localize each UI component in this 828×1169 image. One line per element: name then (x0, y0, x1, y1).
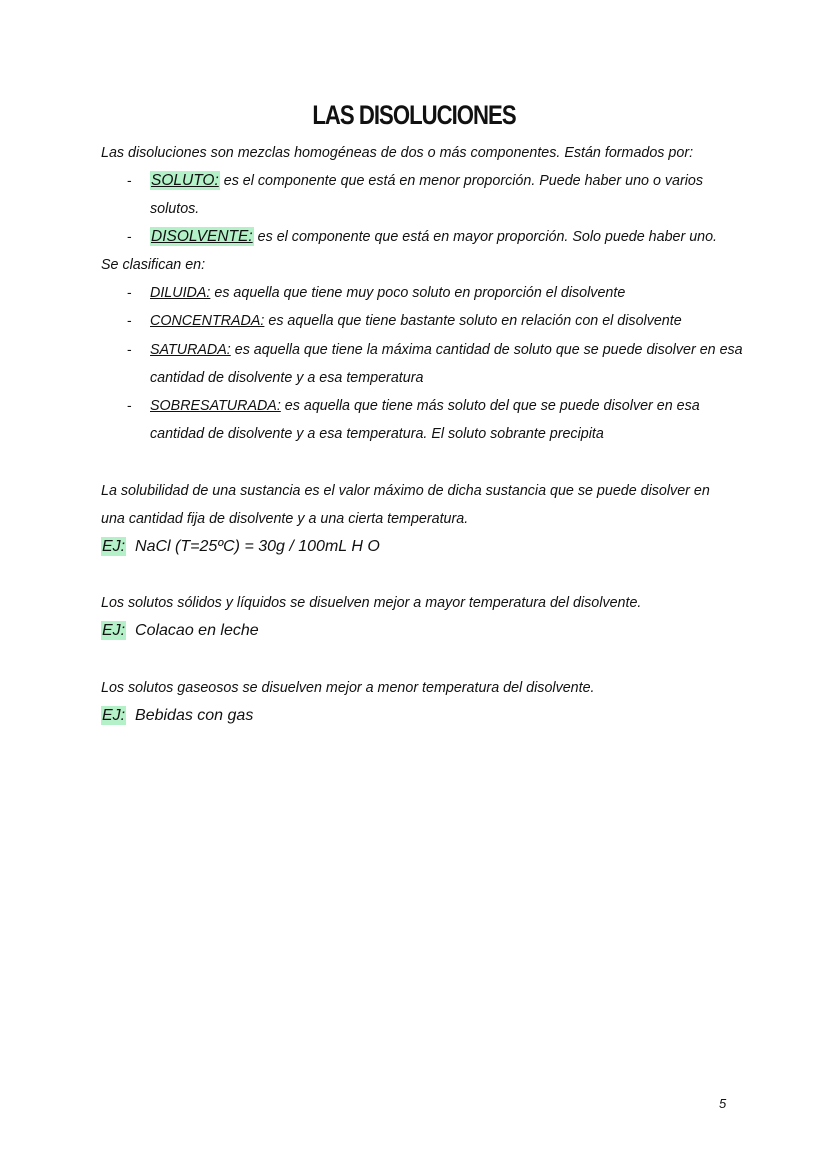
term-disolvente: DISOLVENTE: (151, 228, 253, 245)
solubility-text-cont: una cantidad fija de disolvente y a una cierta temperatura. (101, 511, 469, 527)
example-colacao (101, 621, 259, 641)
bullet: - (127, 312, 132, 328)
component-soluto-cont: solutos. (150, 201, 200, 217)
gases-text: Los solutos gaseosos se disuelven mejor a menor temperatura del disolvente. (101, 680, 595, 696)
bullet: - (127, 284, 132, 300)
term-soluto: SOLUTO: (151, 172, 219, 189)
example-text: Bebidas con gas (135, 707, 254, 724)
example-label: EJ: (102, 707, 126, 724)
definition-text: es el componente que está en mayor proporción. Solo puede haber uno. (253, 229, 718, 245)
definition-text: es aquella que tiene la máxima cantidad de soluto que se puede disolver en esa (230, 342, 743, 358)
example-gas (101, 706, 253, 726)
solubility-text: La solubilidad de una sustancia es el valor máximo de dicha sustancia que se puede disolver en (101, 483, 710, 499)
example-label: EJ: (102, 538, 126, 555)
term-sobresaturada: SOBRESATURADA: (150, 398, 281, 414)
component-soluto (150, 171, 703, 191)
bullet: - (127, 341, 132, 357)
definition-text: es aquella que tiene muy poco soluto en proporción el disolvente (210, 285, 626, 301)
term-saturada: SATURADA: (150, 342, 231, 358)
bullet: - (127, 172, 132, 188)
type-concentrada (150, 311, 682, 331)
page-number: 5 (719, 1096, 727, 1111)
type-sobresaturada (150, 396, 700, 416)
solids-text: Los solutos sólidos y líquidos se disuelven mejor a mayor temperatura del disolvente. (101, 595, 642, 611)
type-saturada (150, 340, 743, 360)
example-label: EJ: (102, 622, 126, 639)
classify-intro: Se clasifican en: (101, 257, 206, 273)
definition-text: es aquella que tiene bastante soluto en relación con el disolvente (264, 313, 682, 329)
definition-text: es el componente que está en menor proporción. Puede haber uno o varios (219, 173, 703, 189)
term-concentrada: CONCENTRADA: (150, 313, 265, 329)
definition-text: es aquella que tiene más soluto del que se puede disolver en esa (280, 398, 700, 414)
type-saturada-cont: cantidad de disolvente y a esa temperatura (150, 370, 424, 386)
type-sobresaturada-cont: cantidad de disolvente y a esa temperatura. El soluto sobrante precipita (150, 426, 604, 442)
type-diluida (150, 283, 625, 303)
bullet: - (127, 228, 132, 244)
example-text: Colacao en leche (135, 622, 259, 639)
page-title: LAS DISOLUCIONES (312, 100, 516, 130)
intro-text: Las disoluciones son mezclas homogéneas de dos o más componentes. Están formados por: (101, 145, 694, 161)
example-text: NaCl (T=25ºC) = 30g / 100mL H O (135, 538, 380, 555)
bullet: - (127, 397, 132, 413)
term-diluida: DILUIDA: (150, 285, 211, 301)
component-disolvente (150, 227, 717, 247)
example-nacl (101, 537, 380, 557)
